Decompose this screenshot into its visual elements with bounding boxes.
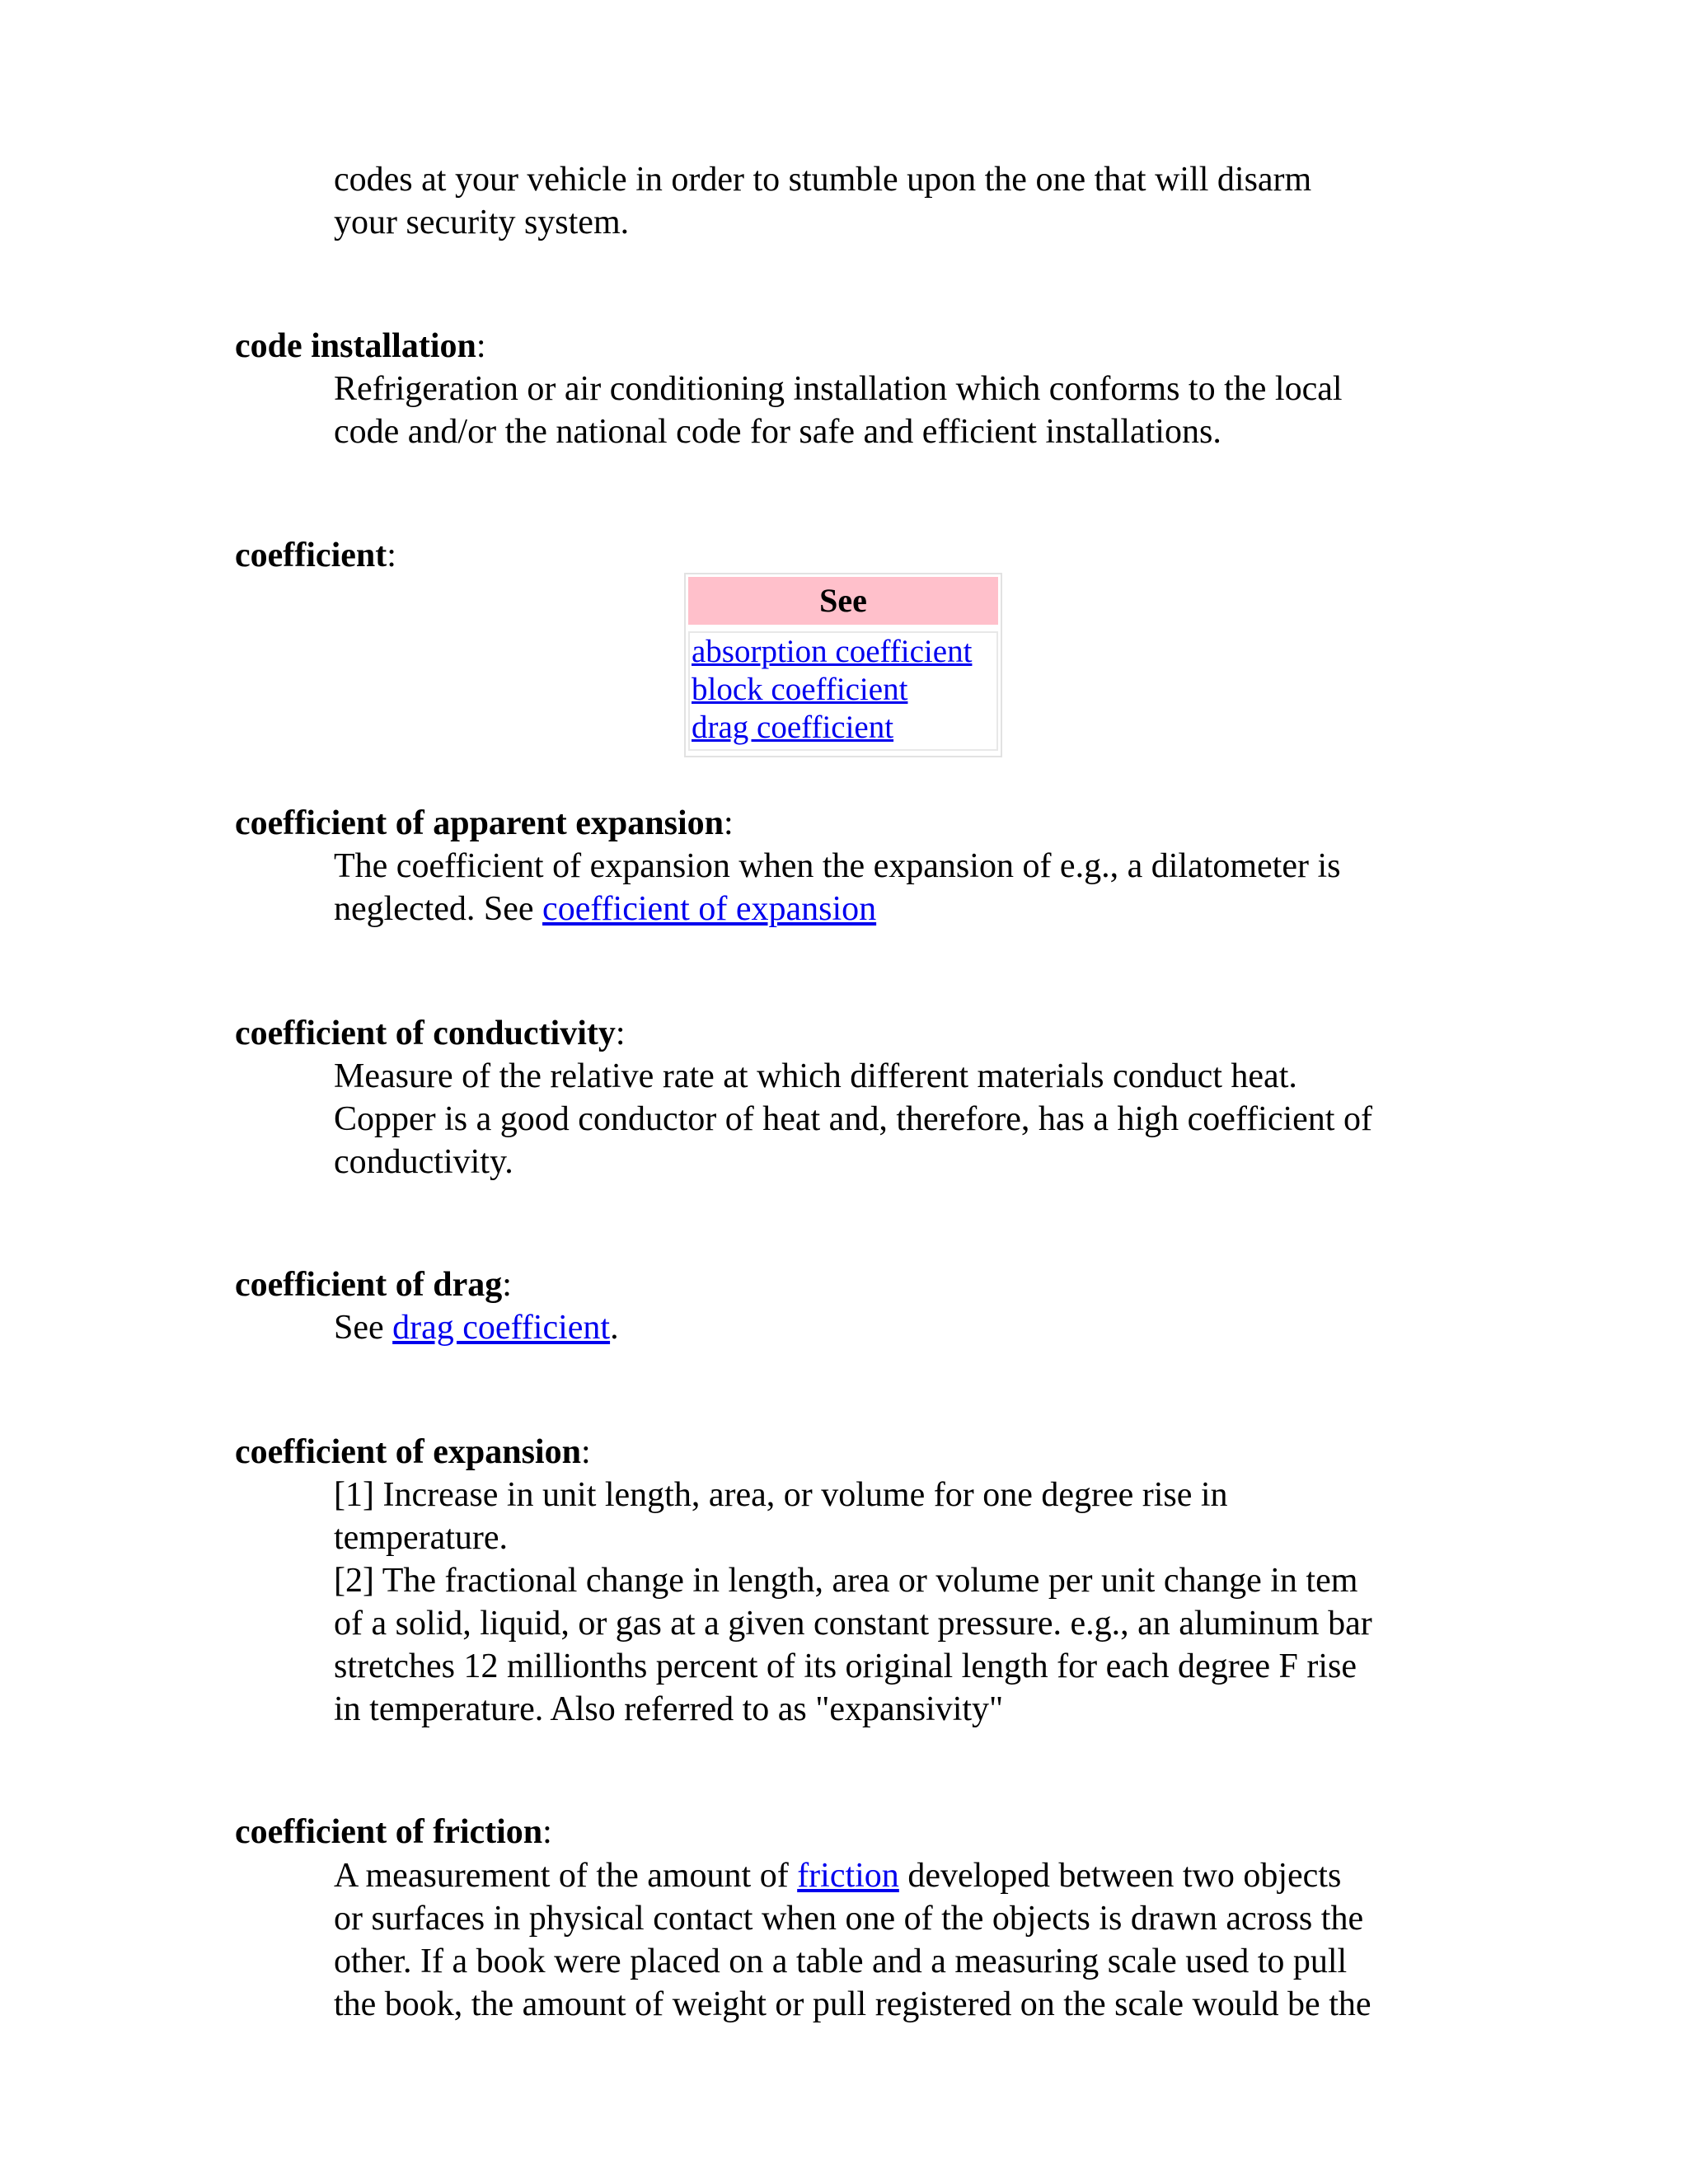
term-coefficient-of-expansion	[235, 1431, 591, 1474]
term-colon: :	[580, 1433, 591, 1471]
term-colon: :	[476, 327, 486, 365]
term-title: coefficient of conductivity	[235, 1015, 616, 1052]
definition-line: code and/or the national code for safe and efficient installations.	[334, 413, 1221, 451]
period: .	[610, 1309, 619, 1347]
see-also-box	[684, 573, 1002, 757]
term-colon: :	[542, 1813, 552, 1851]
definition-line: the book, the amount of weight or pull registered on the scale would be the	[334, 1985, 1372, 2023]
term-coefficient	[235, 534, 396, 577]
definition-friction	[334, 1854, 1504, 2026]
definition-line	[334, 1854, 1504, 1897]
term-title: coefficient	[235, 537, 387, 574]
term-code-installation	[235, 325, 486, 368]
link-block-coefficient[interactable]: block coefficient	[692, 672, 908, 707]
link-drag-coefficient-inline[interactable]: drag coefficient	[392, 1309, 611, 1347]
definition-line: codes at your vehicle in order to stumble upon the one that will disarm	[334, 161, 1312, 199]
term-colon: :	[387, 537, 396, 574]
definition-drag	[334, 1306, 1504, 1349]
definition-line: or surfaces in physical contact when one of the objects is drawn across the	[334, 1900, 1364, 1938]
see-also-header: See	[688, 577, 998, 625]
see-also-list	[688, 631, 998, 751]
definition-line: other. If a book were placed on a table and a measuring scale used to pull	[334, 1943, 1348, 1980]
definition-line: Refrigeration or air conditioning installation which conforms to the local	[334, 370, 1343, 408]
definition-line: conductivity.	[334, 1143, 513, 1181]
definition-apparent-expansion	[334, 845, 1504, 930]
definition-code-installation	[334, 368, 1504, 453]
definition-line: [2] The fractional change in length, area or volume per unit change in tem	[334, 1562, 1358, 1600]
definition-conductivity	[334, 1055, 1504, 1183]
text-suffix: developed between two objects	[898, 1857, 1342, 1895]
definition-line: stretches 12 millionths percent of its original length for each degree F rise	[334, 1647, 1357, 1685]
term-coefficient-of-apparent-expansion	[235, 802, 734, 845]
definition-line	[334, 1306, 1504, 1349]
term-colon: :	[615, 1015, 626, 1052]
definition-line: [1] Increase in unit length, area, or volume for one degree rise in	[334, 1476, 1228, 1514]
term-colon: :	[724, 804, 734, 842]
term-title: coefficient of drag	[235, 1266, 503, 1304]
link-coefficient-of-expansion[interactable]: coefficient of expansion	[542, 890, 877, 928]
term-title: coefficient of expansion	[235, 1433, 581, 1471]
definition-line: your security system.	[334, 204, 630, 241]
definition-line	[334, 888, 1504, 930]
term-title: coefficient of friction	[235, 1813, 543, 1851]
definition-line: The coefficient of expansion when the expansion of e.g., a dilatometer is	[334, 847, 1341, 885]
text-prefix: A measurement of the amount of	[334, 1857, 798, 1895]
definition-line: in temperature. Also referred to as "expansivity"	[334, 1690, 1004, 1728]
definition-expansion	[334, 1474, 1504, 1731]
link-friction[interactable]: friction	[797, 1857, 899, 1895]
term-coefficient-of-friction	[235, 1811, 552, 1854]
link-drag-coefficient[interactable]: drag coefficient	[692, 710, 894, 745]
link-absorption-coefficient[interactable]: absorption coefficient	[692, 634, 973, 669]
term-coefficient-of-conductivity	[235, 1012, 626, 1055]
intro-definition	[334, 158, 1504, 244]
term-title: code installation	[235, 327, 476, 365]
term-colon: :	[502, 1266, 512, 1304]
see-prefix: neglected. See	[334, 890, 543, 928]
definition-line: temperature.	[334, 1519, 509, 1557]
term-title: coefficient of apparent expansion	[235, 804, 724, 842]
see-prefix: See	[334, 1309, 393, 1347]
definition-line: Measure of the relative rate at which different materials conduct heat.	[334, 1057, 1297, 1095]
definition-line: Copper is a good conductor of heat and, therefore, has a high coefficient of	[334, 1100, 1372, 1138]
definition-line: of a solid, liquid, or gas at a given constant pressure. e.g., an aluminum bar	[334, 1605, 1372, 1643]
term-coefficient-of-drag	[235, 1263, 512, 1306]
